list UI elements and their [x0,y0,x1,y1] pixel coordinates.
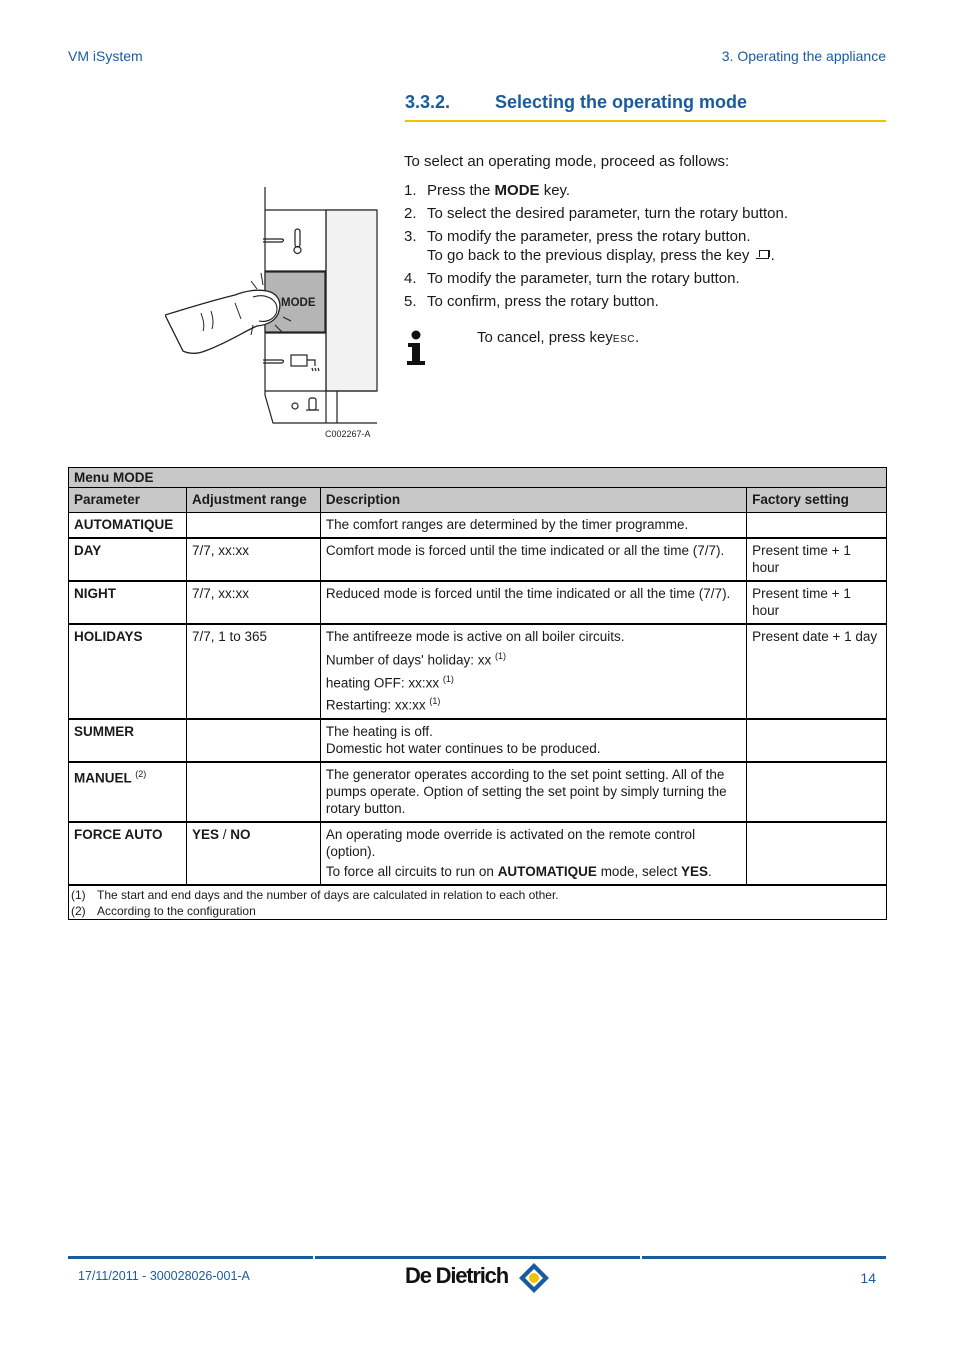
table-row: AUTOMATIQUE The comfort ranges are determined by the timer programme. [69,513,887,539]
table-row: HOLIDAYS 7/7, 1 to 365 The antifreeze mode is active on all boiler circuits. Number of days' holiday: xx $^{(1)}$ heating OFF: xx:xx $^{(1)}$ Restarting: xx:xx $^{(1)}$ Present date + 1 day [69,624,887,719]
section-number: 3.3.2. [405,92,451,112]
brand-logo [405,1262,551,1294]
table-row: FORCE AUTO YES / NO An operating mode override is activated on the remote control (option). To force all circuits to run on AUTOMATIQUE mode, select YES. [69,822,887,885]
info-icon [405,330,427,366]
header-product-name: VM iSystem [68,48,143,64]
section-heading [405,90,886,122]
column-header: Adjustment range [186,488,320,513]
menu-mode-table [68,467,887,920]
control-panel-illustration [165,185,380,443]
footnote: (2) According to the configuration [71,903,256,918]
table-row: NIGHT 7/7, xx:xx Reduced mode is forced until the time indicated or all the time (7/7). Present time + 1 hour [69,581,887,624]
mode-key-name: MODE [494,182,540,199]
illustration-code: C002267-A [325,429,371,439]
column-header: Description [320,488,746,513]
info-note: To cancel, press keyESC. [477,329,640,346]
step-2: 2. To select the desired parameter, turn the rotary button. [404,205,789,222]
brand-name: De Dietrich [405,1263,508,1288]
step-4: 4. To modify the parameter, turn the rotary button. [404,270,740,287]
step-3: 3. To modify the parameter, press the rotary button. To go back to the previous display, press the key . [404,228,775,264]
back-key-icon [756,251,769,259]
footnote: (1) The start and end days and the number of days are calculated in relation to each other. [71,887,559,902]
section-title: Selecting the operating mode [495,92,748,112]
procedure-steps [404,181,886,315]
table-footnotes [69,885,887,920]
esc-key-label: ESC [612,334,635,345]
column-header: Parameter [69,488,187,513]
mode-key-press-drawing [165,185,380,443]
intro-text: To select an operating mode, proceed as follows: [404,153,730,170]
header-chapter: 3. Operating the appliance [721,48,886,64]
footer-document-ref: 17/11/2011 - 300028026-001-A [78,1269,250,1283]
step-1: 1. Press the MODE key. [404,182,571,199]
mode-key-label: MODE [281,297,316,309]
table-row: DAY 7/7, xx:xx Comfort mode is forced until the time indicated or all the time (7/7). Present time + 1 hour [69,538,887,581]
column-header: Factory setting [747,488,887,513]
brand-diamond-icon [518,1262,550,1294]
table-row: SUMMER The heating is off. Domestic hot water continues to be produced. [69,719,887,762]
step-5: 5. To confirm, press the rotary button. [404,293,659,310]
page-number: 14 [860,1270,876,1286]
table-row: MANUEL $^{(2)}$ The generator operates according to the set point setting. All of the pumps operate. Option of setting the set point by simply turning the rotary button. [69,762,887,822]
table-title: Menu MODE [69,468,887,488]
footer-rule [68,1256,886,1259]
